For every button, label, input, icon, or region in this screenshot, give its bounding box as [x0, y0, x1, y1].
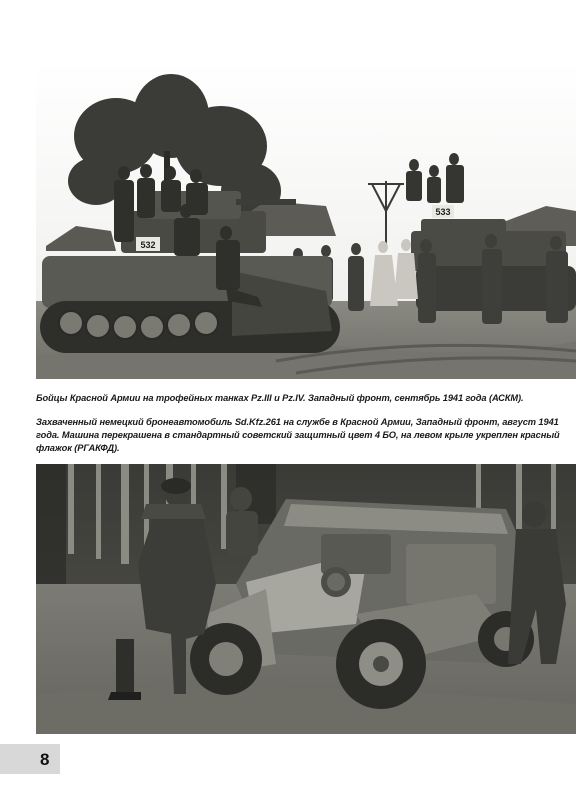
photo-caption: Захваченный немецкий бронеавтомобиль Sd.Kfz.261 на службе в Красной Армии, Западный фронт, август 1941 года. Машина перекрашена в стандартный советский защитный цвет 4 БО, на левом крыле укреплен красный флажок (РГАКФД).: [36, 417, 560, 453]
photo-captured-tanks: [36, 61, 576, 379]
photo-captured-armored-car: [36, 464, 576, 734]
left-tank-number: 532: [140, 240, 156, 250]
photo-caption: Бойцы Красной Армии на трофейных танках Pz.III и Pz.IV. Западный фронт, сентябрь 1941 года (АСКМ).: [36, 393, 524, 403]
photo-captured-armored-car-image: [36, 464, 576, 734]
page-number-tab: [0, 744, 60, 774]
photo-captured-tanks-image: [36, 61, 576, 379]
page-number: 8: [40, 750, 50, 769]
right-tank-number: 533: [435, 207, 451, 217]
